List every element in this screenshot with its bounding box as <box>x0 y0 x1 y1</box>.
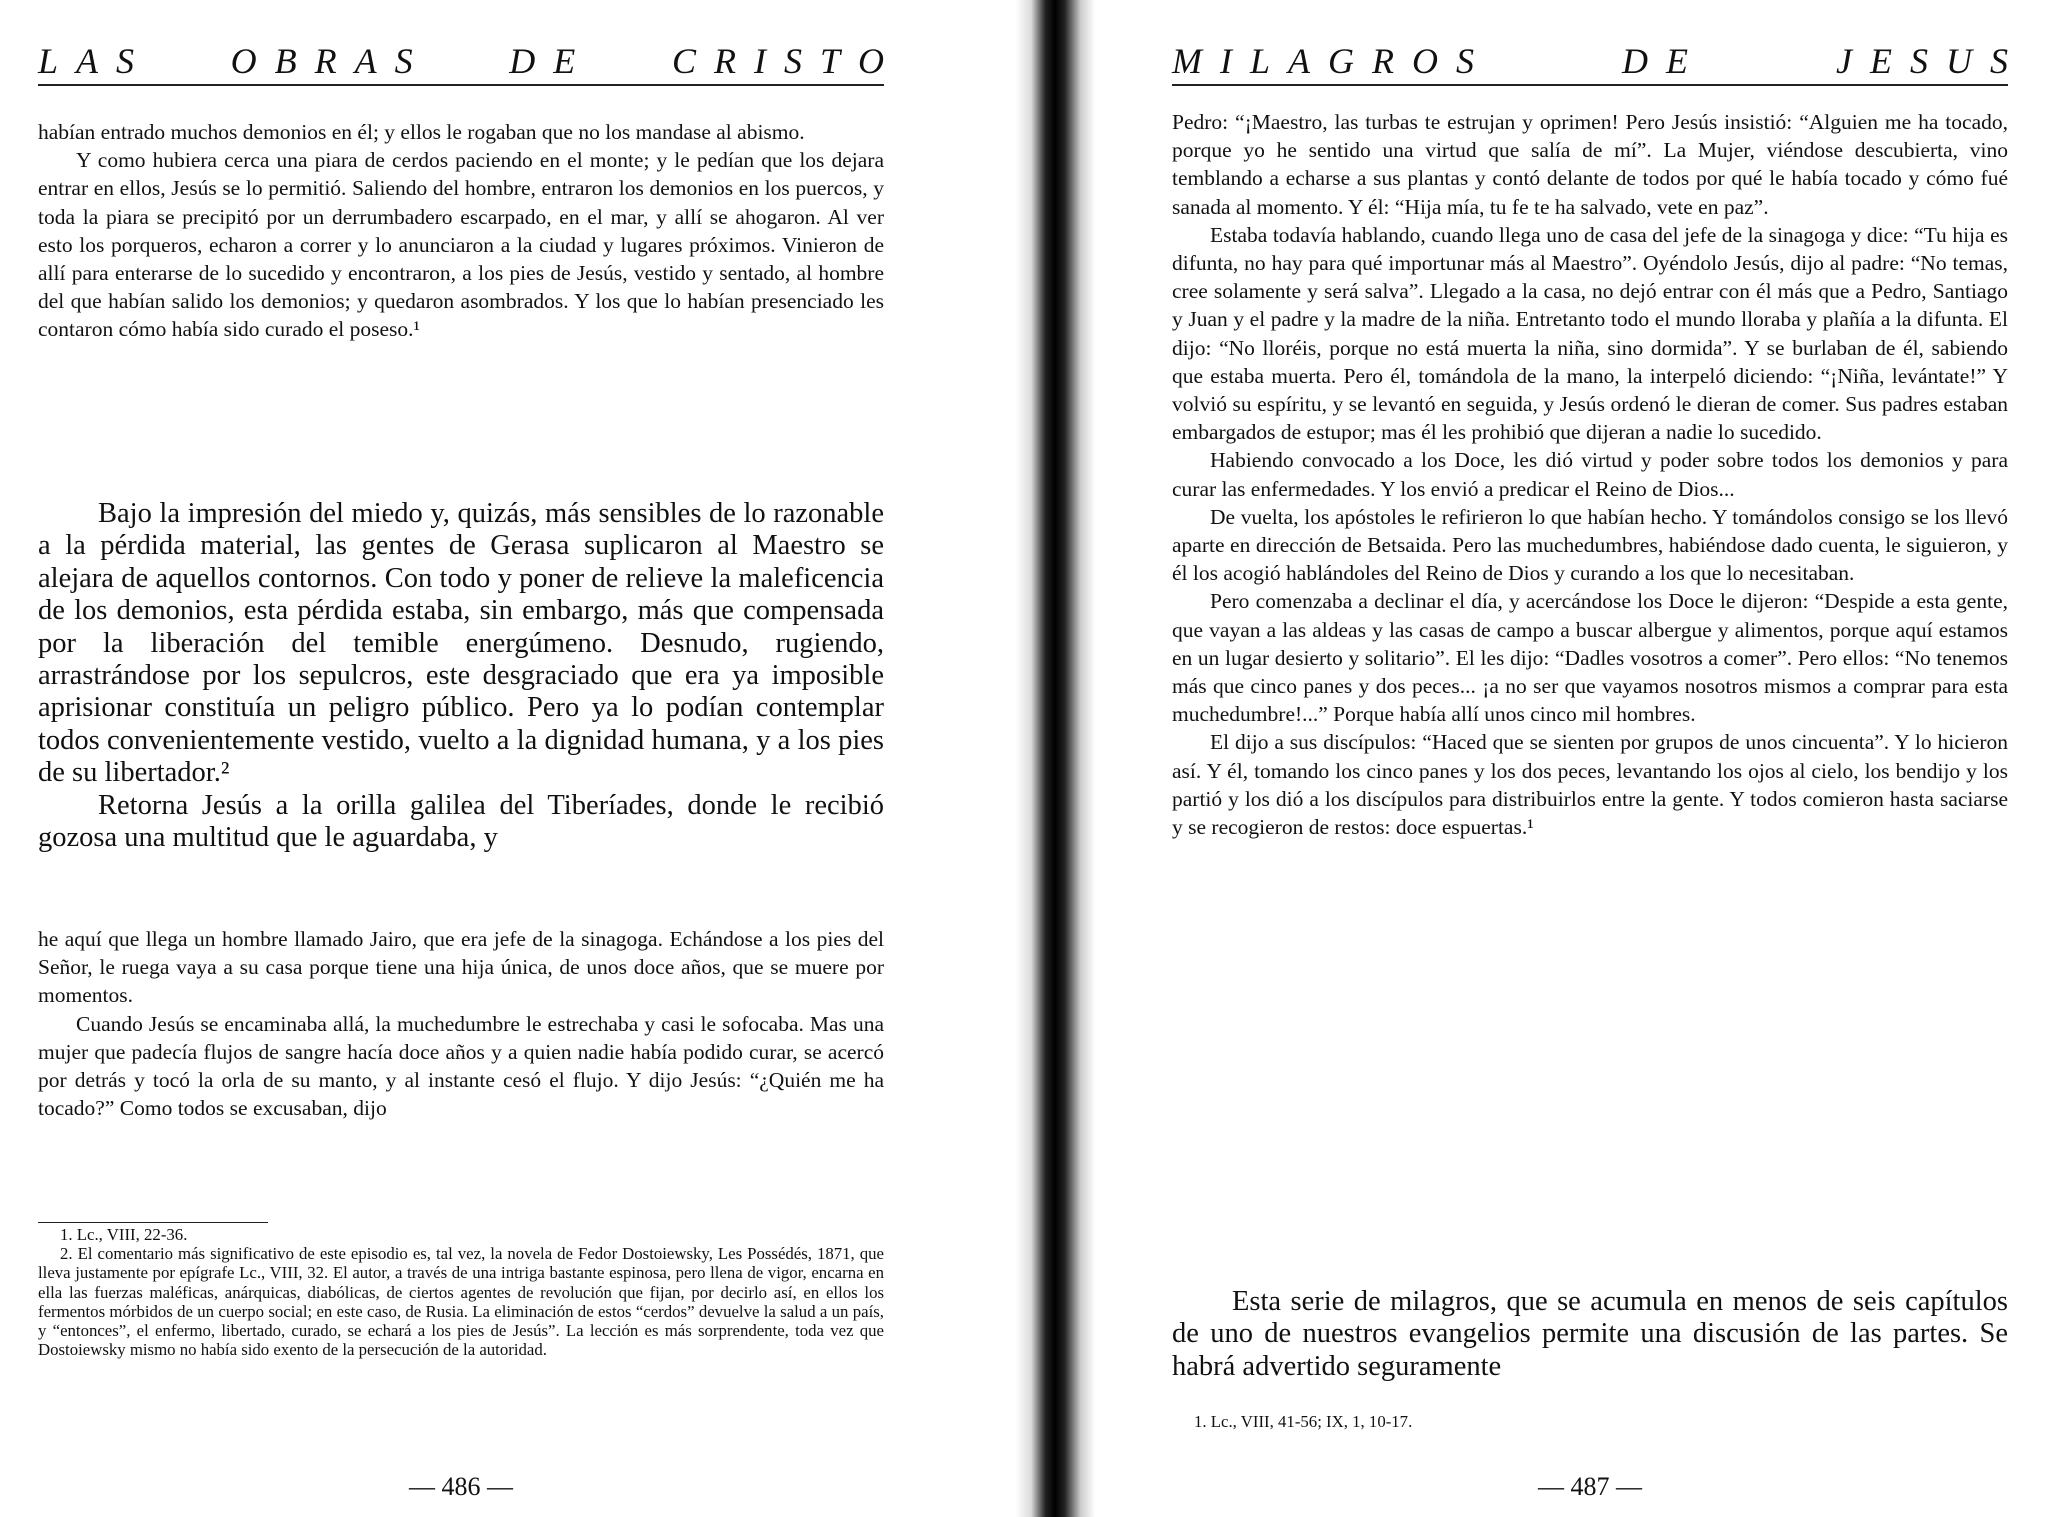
paragraph: Bajo la impresión del miedo y, quizás, más sensibles de lo razonable a la pérdida material, las gentes de Gerasa suplicaron al Maestro se alejara de aquellos contornos. Con todo y poner de relieve la maleficencia de los demonios, esta pérdida estaba, sin embargo, más que compensada por la liberación del temible energúmeno. Desnudo, rugiendo, arrastrándose por los sepulcros, este desgraciado que era ya imposible aprisionar constituía un peligro público. Pero ya lo podían contemplar todos convenientemente vestido, vuelto a la dignidad humana, y a los pies de su libertador.² <box>38 498 884 789</box>
footnote: 2. El comentario más significativo de este episodio es, tal vez, la novela de Fedor Dostoiewsky, Les Possédés, 1871, que lleva justamente por epígrafe Lc., VIII, 32. El autor, a través de una intriga bastante espinosa, pero llena de vigor, encarna en ella las fuerzas maléficas, anárquicas, diabólicas, de ciertos agentes de revolución que fijan, por decirlo así, en ellos los fermentos mórbidos de un cuerpo social; en este caso, de Rusia. La eliminación de estos “cerdos” devuelve la salud a un país, y “entonces”, el enfermo, libertado, curado, se echará a los pies de Jesús”. La lección es más sorprendente, toda vez que Dostoiewsky mismo no había sido exento de la persecución de la autoridad. <box>38 1244 884 1360</box>
running-head-word: L A S <box>38 41 135 81</box>
footnote: 1. Lc., VIII, 41-56; IX, 1, 10-17. <box>1194 1412 1413 1431</box>
page-number: — 486 — <box>409 1472 513 1501</box>
paragraph: Pedro: “¡Maestro, las turbas te estrujan y oprimen! Pero Jesús insistió: “Alguien me ha tocado, porque yo he sentido una virtud que salía de mí”. La Mujer, viéndose descubierta, vino temblando a echarse a sus plantas y contó delante de todos por qué le había tocado y cómo fué sanada al momento. Y él: “Hija mía, tu fe te ha salvado, vete en paz”. <box>1172 110 2008 219</box>
running-head-word: J E S U S <box>1836 41 2008 81</box>
paragraph: Retorna Jesús a la orilla galilea del Tiberíades, donde le recibió gozosa una multitud que le aguardaba, y <box>38 789 884 854</box>
running-head-word: D E <box>509 41 576 81</box>
paragraph: El dijo a sus discípulos: “Haced que se sienten por grupos de unos cincuenta”. Y lo hicieron así. Y él, tomando los cinco panes y los dos peces, levantando los ojos al cielo, los bendijo y los partió y los dió a los discípulos para distribuirlos entre la gente. Y todos comieron hasta saciarse y se recogieron de restos: doce espuertas.¹ <box>1172 730 2008 840</box>
left-large-text <box>38 498 884 854</box>
paragraph: habían entrado muchos demonios en él; y ellos le rogaban que no los mandase al abismo. <box>38 120 805 144</box>
paragraph: he aquí que llega un hombre llamado Jairo, que era jefe de la sinagoga. Echándose a los pies del Señor, le ruega vaya a su casa porque tiene una hija única, de unos doce años, que se muere por momentos. <box>38 927 884 1008</box>
running-head-word: D E <box>1622 41 1688 81</box>
right-large-text <box>1172 1286 2008 1383</box>
running-head-word: O B R A S <box>230 41 413 81</box>
left-page <box>38 0 884 1517</box>
paragraph: Esta serie de milagros, que se acumula en menos de seis capítulos de uno de nuestros evangelios permite una discusión de las partes. Se habrá advertido seguramente <box>1172 1286 2008 1382</box>
right-footnotes <box>1172 1412 2008 1431</box>
paragraph: Pero comenzaba a declinar el día, y acercándose los Doce le dijeron: “Despide a esta gente, que vayan a las aldeas y las casas de campo a buscar albergue y alimentos, porque aquí estamos en un lugar desierto y solitario”. El les dijo: “Dadles vosotros a comer”. Pero ellos: “No tenemos más que cinco panes y dos peces... ¡a no ser que vayamos nosotros mismos a comprar para esta muchedumbre!...” Porque había allí unos cinco mil hombres. <box>1172 589 2008 727</box>
footnote: 1. Lc., VIII, 22-36. <box>60 1225 188 1244</box>
paragraph: De vuelta, los apóstoles le refirieron lo que habían hecho. Y tomándolos consigo se los llevó aparte en dirección de Betsaida. Pero las muchedumbres, habiéndose dado cuenta, le siguieron, y él los acogió hablándoles del Reino de Dios y curando a los que lo necesitaban. <box>1172 504 2008 586</box>
paragraph: Cuando Jesús se encaminaba allá, la muchedumbre le estrechaba y casi le sofocaba. Mas una mujer que padecía flujos de sangre hacía doce años y a quien nadie había podido curar, se acercó por detrás y tocó la orla de su manto, y al instante cesó el flujo. Y dijo Jesús: “¿Quién me ha tocado?” Como todos se excusaban, dijo <box>38 1011 884 1121</box>
left-bottom-text <box>38 925 884 1122</box>
book-gutter-shadow <box>1015 0 1095 1517</box>
paragraph: Estaba todavía hablando, cuando llega uno de casa del jefe de la sinagoga y dice: “Tu hija es difunta, no hay para qué importunar más al Maestro”. Oyéndolo Jesús, dijo al padre: “No temas, cree solamente y será salva”. Llegado a la casa, no dejó entrar con él más que a Pedro, Santiago y Juan y el padre y la madre de la niña. Entretanto todo el mundo lloraba y plañía a la difunta. El dijo: “No lloréis, porque no está muerta la niña, sino dormida”. Y se burlaban de él, sabiendo que estaba muerta. Pero él, tomándola de la mano, la interpeló diciendo: “¡Niña, levántate!” Y volvió su espíritu, y se levantó en seguida, y Jesús ordenó le dieran de comer. Sus padres estaban embargados de estupor; mas él les prohibió que dijeran a nadie lo sucedido. <box>1172 222 2008 445</box>
running-head-word: M I L A G R O S <box>1172 41 1474 81</box>
paragraph: Habiendo convocado a los Doce, les dió virtud y poder sobre todos los demonios y para curar las enfermedades. Y los envió a predicar el Reino de Dios... <box>1172 448 2008 501</box>
page-number: — 487 — <box>1538 1472 1642 1501</box>
left-running-head <box>38 40 884 86</box>
right-page <box>1172 0 2008 1517</box>
footnote-rule <box>38 1222 268 1223</box>
right-top-text <box>1172 108 2008 841</box>
running-head-word: C R I S T O <box>671 41 884 81</box>
right-running-head <box>1172 40 2008 86</box>
paragraph: Y como hubiera cerca una piara de cerdos paciendo en el monte; y le pedían que los dejara entrar en ellos, Jesús se lo permitió. Saliendo del hombre, entraron los demonios en los puercos, y toda la piara se precipitó por un derrumbadero escarpado, en el mar, y allí se ahogaron. Al ver esto los porqueros, echaron a correr y lo anunciaron a la ciudad y lugares próximos. Vinieron de allí para enterarse de lo sucedido y encontraron, a los pies de Jesús, vestido y sentado, al hombre del que habían salido los demonios; y quedaron asombrados. Y los que lo habían presenciado les contaron cómo había sido curado el poseso.¹ <box>38 148 884 342</box>
left-footnotes <box>38 1222 884 1359</box>
left-top-text <box>38 118 884 344</box>
